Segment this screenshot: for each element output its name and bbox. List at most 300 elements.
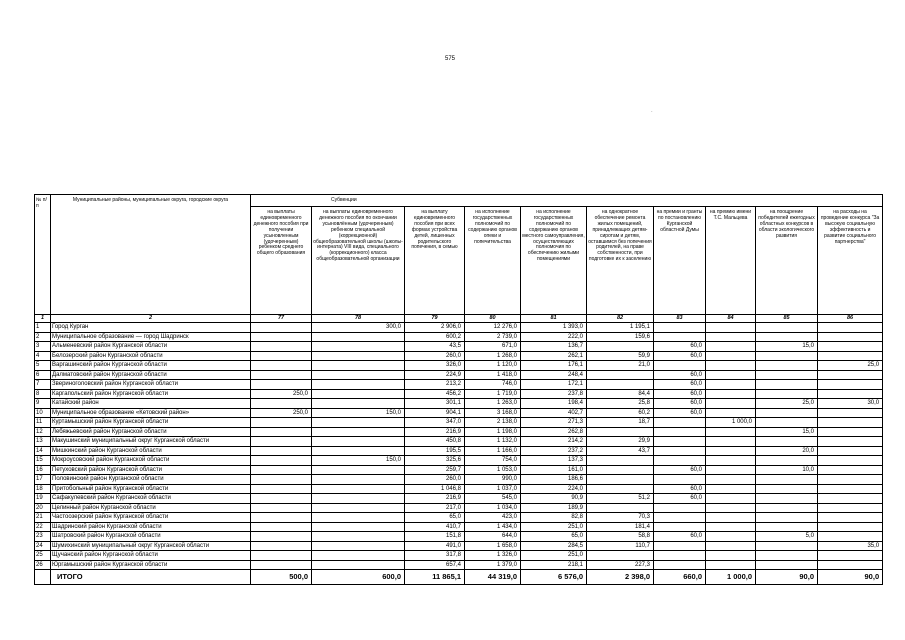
value-cell xyxy=(312,399,405,409)
total-label: ИТОГО xyxy=(51,570,251,585)
row-number: 12 xyxy=(35,427,51,437)
value-cell: 25,8 xyxy=(587,399,654,409)
value-cell xyxy=(312,437,405,447)
column-number: 77 xyxy=(251,315,312,323)
value-cell: 262,1 xyxy=(521,351,587,361)
value-cell xyxy=(706,332,756,342)
value-cell: 60,0 xyxy=(654,351,706,361)
value-cell: 600,2 xyxy=(405,332,465,342)
value-cell: 284,5 xyxy=(521,541,587,551)
value-cell: 30,0 xyxy=(818,399,883,409)
header-municipality: Муниципальные районы, муниципальные округа, городские округа xyxy=(51,195,251,315)
value-cell xyxy=(818,408,883,418)
value-cell: 186,6 xyxy=(521,475,587,485)
value-cell xyxy=(312,513,405,523)
value-cell xyxy=(312,503,405,513)
value-cell: 58,8 xyxy=(587,532,654,542)
header-number: № п/п xyxy=(35,195,51,315)
value-cell xyxy=(756,361,818,371)
municipality-name: Петуховский район Курганской области xyxy=(51,465,251,475)
row-number: 13 xyxy=(35,437,51,447)
value-cell xyxy=(251,446,312,456)
total-value: 44 319,0 xyxy=(465,570,521,585)
value-cell xyxy=(706,475,756,485)
value-cell xyxy=(706,522,756,532)
value-cell: 43,5 xyxy=(405,342,465,352)
value-cell xyxy=(251,342,312,352)
header-col-83: на премии и гранты по постановлению Курганской областной Думы xyxy=(654,207,706,315)
row-number: 15 xyxy=(35,456,51,466)
value-cell: 65,0 xyxy=(405,513,465,523)
column-number: 2 xyxy=(51,315,251,323)
value-cell xyxy=(251,484,312,494)
value-cell xyxy=(706,399,756,409)
table-row xyxy=(35,380,883,390)
value-cell: 2 739,0 xyxy=(465,332,521,342)
value-cell: 1 263,0 xyxy=(465,399,521,409)
value-cell xyxy=(706,342,756,352)
value-cell xyxy=(756,418,818,428)
value-cell xyxy=(756,513,818,523)
value-cell xyxy=(587,465,654,475)
table-row xyxy=(35,541,883,551)
value-cell: 110,7 xyxy=(587,541,654,551)
value-cell xyxy=(312,380,405,390)
table-row xyxy=(35,332,883,342)
value-cell xyxy=(818,427,883,437)
value-cell: 60,0 xyxy=(654,399,706,409)
value-cell xyxy=(818,456,883,466)
municipality-name: Муниципальное образование «Кетовский район» xyxy=(51,408,251,418)
value-cell xyxy=(818,532,883,542)
total-value: 500,0 xyxy=(251,570,312,585)
table-row xyxy=(35,370,883,380)
value-cell xyxy=(312,389,405,399)
column-number: 83 xyxy=(654,315,706,323)
value-cell xyxy=(251,380,312,390)
value-cell: 402,7 xyxy=(521,408,587,418)
municipality-name: Целинный район Курганской области xyxy=(51,503,251,513)
value-cell: 150,0 xyxy=(312,456,405,466)
value-cell xyxy=(706,532,756,542)
municipality-name: Половинский район Курганской области xyxy=(51,475,251,485)
value-cell: 137,3 xyxy=(521,456,587,466)
header-col-81: на исполнение государственных полномочий по содержанию органов местного самоуправления, осуществляющих полномочия по обеспечению жилыми помещениями xyxy=(521,207,587,315)
value-cell xyxy=(706,560,756,570)
row-number: 2 xyxy=(35,332,51,342)
row-number: 9 xyxy=(35,399,51,409)
value-cell xyxy=(756,370,818,380)
value-cell xyxy=(756,332,818,342)
municipality-name: Далматовский район Курганской области xyxy=(51,370,251,380)
value-cell: 10,0 xyxy=(756,465,818,475)
value-cell: 2 138,0 xyxy=(465,418,521,428)
row-number: 19 xyxy=(35,494,51,504)
value-cell: 60,0 xyxy=(654,342,706,352)
value-cell: 1 434,0 xyxy=(465,522,521,532)
value-cell xyxy=(654,560,706,570)
value-cell: 410,7 xyxy=(405,522,465,532)
value-cell: 70,3 xyxy=(587,513,654,523)
municipality-name: Юргамышский район Курганской области xyxy=(51,560,251,570)
municipality-name: Частоозерский район Курганской области xyxy=(51,513,251,523)
value-cell xyxy=(818,465,883,475)
value-cell xyxy=(251,513,312,523)
value-cell xyxy=(654,418,706,428)
value-cell: 671,0 xyxy=(465,342,521,352)
value-cell: 1 719,0 xyxy=(465,389,521,399)
value-cell: 325,6 xyxy=(405,456,465,466)
value-cell xyxy=(756,323,818,333)
total-value: 90,0 xyxy=(756,570,818,585)
value-cell xyxy=(818,323,883,333)
value-cell: 15,0 xyxy=(756,342,818,352)
value-cell: 224,9 xyxy=(405,370,465,380)
value-cell: 1 195,1 xyxy=(587,323,654,333)
municipality-name: Варгашинский район Курганской области xyxy=(51,361,251,371)
value-cell xyxy=(654,551,706,561)
value-cell xyxy=(251,437,312,447)
municipality-name: Щучанский район Курганской области xyxy=(51,551,251,561)
value-cell xyxy=(818,475,883,485)
value-cell xyxy=(818,503,883,513)
row-number: 4 xyxy=(35,351,51,361)
value-cell xyxy=(654,503,706,513)
table-row xyxy=(35,503,883,513)
municipality-name: Мокроусовский район Курганской области xyxy=(51,456,251,466)
value-cell: 172,1 xyxy=(521,380,587,390)
value-cell xyxy=(818,446,883,456)
municipality-name: Притобольный район Курганской области xyxy=(51,484,251,494)
value-cell: 216,9 xyxy=(405,427,465,437)
value-cell: 1 120,0 xyxy=(465,361,521,371)
value-cell xyxy=(312,475,405,485)
column-number: 81 xyxy=(521,315,587,323)
value-cell: 1 000,0 xyxy=(706,418,756,428)
header-col-80: на исполнение государственных полномочий по содержанию органов опеки и попечительства xyxy=(465,207,521,315)
value-cell: 990,0 xyxy=(465,475,521,485)
value-cell xyxy=(818,551,883,561)
table-row xyxy=(35,399,883,409)
value-cell: 1 658,0 xyxy=(465,541,521,551)
column-number: 79 xyxy=(405,315,465,323)
value-cell: 60,0 xyxy=(654,532,706,542)
row-number: 10 xyxy=(35,408,51,418)
value-cell xyxy=(251,551,312,561)
value-cell: 1 418,0 xyxy=(465,370,521,380)
value-cell xyxy=(587,456,654,466)
total-value: 2 398,0 xyxy=(587,570,654,585)
table-row xyxy=(35,351,883,361)
total-row xyxy=(35,570,883,585)
value-cell xyxy=(654,541,706,551)
value-cell: 224,0 xyxy=(521,484,587,494)
value-cell xyxy=(251,560,312,570)
value-cell xyxy=(818,380,883,390)
value-cell xyxy=(312,361,405,371)
value-cell: 259,7 xyxy=(405,465,465,475)
value-cell xyxy=(312,418,405,428)
value-cell: 150,0 xyxy=(312,408,405,418)
value-cell xyxy=(654,437,706,447)
value-cell: 317,8 xyxy=(405,551,465,561)
value-cell xyxy=(818,560,883,570)
row-number: 1 xyxy=(35,323,51,333)
header-col-84: на премию имени Т.С. Мальцева xyxy=(706,207,756,315)
value-cell xyxy=(706,494,756,504)
column-number: 80 xyxy=(465,315,521,323)
municipality-name: Макушинский муниципальный округ Курганской области xyxy=(51,437,251,447)
value-cell xyxy=(706,551,756,561)
total-number-cell xyxy=(35,570,51,585)
municipality-name: Шадринский район Курганской области xyxy=(51,522,251,532)
value-cell: 60,2 xyxy=(587,408,654,418)
value-cell: 260,0 xyxy=(405,351,465,361)
value-cell xyxy=(587,484,654,494)
table-row xyxy=(35,446,883,456)
municipality-name: Белозерский район Курганской области xyxy=(51,351,251,361)
value-cell xyxy=(654,427,706,437)
value-cell: 15,0 xyxy=(756,427,818,437)
value-cell xyxy=(654,456,706,466)
value-cell xyxy=(706,389,756,399)
value-cell: 227,3 xyxy=(587,560,654,570)
value-cell: 5,0 xyxy=(756,532,818,542)
header-col-82: на однократное обеспечение ремонта жилых помещений, принадлежащих детям-сиротам и детям, оставшимся без попечения родителей, на праве собственности, при подготовке их к заселению xyxy=(587,207,654,315)
value-cell xyxy=(756,484,818,494)
value-cell: 217,0 xyxy=(405,503,465,513)
value-cell xyxy=(312,560,405,570)
table-row xyxy=(35,532,883,542)
header-subventions: Субвенции xyxy=(251,195,883,207)
value-cell: 904,1 xyxy=(405,408,465,418)
municipality-name: Шумихинский муниципальный округ Курганской области xyxy=(51,541,251,551)
value-cell: 271,3 xyxy=(521,418,587,428)
value-cell: 1 037,0 xyxy=(465,484,521,494)
value-cell xyxy=(706,380,756,390)
value-cell xyxy=(251,370,312,380)
value-cell xyxy=(587,503,654,513)
value-cell xyxy=(312,332,405,342)
page-number: 575 xyxy=(445,56,456,62)
value-cell: 214,2 xyxy=(521,437,587,447)
value-cell: 60,0 xyxy=(654,380,706,390)
row-number: 14 xyxy=(35,446,51,456)
value-cell: 159,6 xyxy=(587,332,654,342)
subventions-table xyxy=(34,194,883,585)
value-cell xyxy=(251,503,312,513)
municipality-name: Катайский район xyxy=(51,399,251,409)
value-cell: 198,4 xyxy=(521,399,587,409)
value-cell: 1 393,0 xyxy=(521,323,587,333)
row-number: 17 xyxy=(35,475,51,485)
value-cell: 161,0 xyxy=(521,465,587,475)
value-cell xyxy=(756,551,818,561)
value-cell: 18,7 xyxy=(587,418,654,428)
value-cell xyxy=(756,437,818,447)
value-cell xyxy=(756,351,818,361)
row-number: 21 xyxy=(35,513,51,523)
total-value: 6 576,0 xyxy=(521,570,587,585)
value-cell: 1 034,0 xyxy=(465,503,521,513)
value-cell: 1 046,8 xyxy=(405,484,465,494)
value-cell: 12 276,0 xyxy=(465,323,521,333)
value-cell xyxy=(818,418,883,428)
row-number: 11 xyxy=(35,418,51,428)
value-cell: 1 268,0 xyxy=(465,351,521,361)
value-cell xyxy=(312,522,405,532)
municipality-name: Сафакулевский район Курганской области xyxy=(51,494,251,504)
column-number: 78 xyxy=(312,315,405,323)
value-cell xyxy=(706,503,756,513)
table-row xyxy=(35,551,883,561)
value-cell xyxy=(251,465,312,475)
table-row xyxy=(35,437,883,447)
row-number: 16 xyxy=(35,465,51,475)
municipality-name: Куртамышский район Курганской области xyxy=(51,418,251,428)
value-cell xyxy=(654,332,706,342)
value-cell: 82,8 xyxy=(521,513,587,523)
value-cell xyxy=(706,427,756,437)
value-cell xyxy=(251,399,312,409)
value-cell: 545,0 xyxy=(465,494,521,504)
value-cell xyxy=(251,332,312,342)
value-cell xyxy=(706,465,756,475)
table-row xyxy=(35,323,883,333)
value-cell: 25,0 xyxy=(756,399,818,409)
value-cell xyxy=(312,342,405,352)
value-cell: 181,4 xyxy=(587,522,654,532)
row-number: 24 xyxy=(35,541,51,551)
table-row xyxy=(35,342,883,352)
value-cell: 1 132,0 xyxy=(465,437,521,447)
row-number: 18 xyxy=(35,484,51,494)
total-value: 600,0 xyxy=(312,570,405,585)
value-cell: 84,4 xyxy=(587,389,654,399)
value-cell: 60,0 xyxy=(654,494,706,504)
value-cell: 746,0 xyxy=(465,380,521,390)
total-value: 660,0 xyxy=(654,570,706,585)
value-cell xyxy=(706,323,756,333)
value-cell: 43,7 xyxy=(587,446,654,456)
value-cell: 250,0 xyxy=(251,389,312,399)
value-cell: 1 053,0 xyxy=(465,465,521,475)
value-cell: 60,0 xyxy=(654,408,706,418)
value-cell: 65,0 xyxy=(521,532,587,542)
value-cell xyxy=(312,484,405,494)
value-cell xyxy=(706,408,756,418)
value-cell: 151,8 xyxy=(405,532,465,542)
value-cell: 423,0 xyxy=(465,513,521,523)
value-cell xyxy=(818,513,883,523)
value-cell xyxy=(818,370,883,380)
value-cell xyxy=(706,437,756,447)
value-cell xyxy=(756,380,818,390)
value-cell: 136,7 xyxy=(521,342,587,352)
value-cell: 90,9 xyxy=(521,494,587,504)
value-cell xyxy=(312,446,405,456)
value-cell xyxy=(312,465,405,475)
value-cell xyxy=(706,370,756,380)
value-cell: 60,0 xyxy=(654,370,706,380)
value-cell xyxy=(251,418,312,428)
row-number: 7 xyxy=(35,380,51,390)
value-cell xyxy=(818,494,883,504)
value-cell: 1 326,0 xyxy=(465,551,521,561)
value-cell: 195,5 xyxy=(405,446,465,456)
value-cell xyxy=(312,494,405,504)
value-cell xyxy=(756,560,818,570)
municipality-name: Шатровский район Курганской области xyxy=(51,532,251,542)
value-cell xyxy=(756,408,818,418)
value-cell xyxy=(818,522,883,532)
value-cell xyxy=(587,342,654,352)
value-cell xyxy=(756,456,818,466)
value-cell: 237,8 xyxy=(521,389,587,399)
value-cell xyxy=(587,551,654,561)
table-row xyxy=(35,456,883,466)
value-cell xyxy=(251,532,312,542)
total-value: 90,0 xyxy=(818,570,883,585)
value-cell: 213,2 xyxy=(405,380,465,390)
value-cell: 237,2 xyxy=(521,446,587,456)
header-col-79: на выплату единовременного пособия при всех формах устройства детей, лишенных родительского попечения, в семью xyxy=(405,207,465,315)
table-row xyxy=(35,418,883,428)
value-cell xyxy=(818,389,883,399)
row-number: 3 xyxy=(35,342,51,352)
value-cell xyxy=(654,513,706,523)
value-cell xyxy=(312,370,405,380)
value-cell: 2 906,0 xyxy=(405,323,465,333)
column-number: 86 xyxy=(818,315,883,323)
value-cell: 251,0 xyxy=(521,522,587,532)
value-cell xyxy=(818,351,883,361)
value-cell xyxy=(251,427,312,437)
value-cell xyxy=(654,475,706,485)
row-number: 25 xyxy=(35,551,51,561)
municipality-name: Альменевский район Курганской области xyxy=(51,342,251,352)
value-cell xyxy=(706,361,756,371)
column-number: 82 xyxy=(587,315,654,323)
value-cell: 216,9 xyxy=(405,494,465,504)
value-cell xyxy=(251,351,312,361)
value-cell: 450,8 xyxy=(405,437,465,447)
value-cell: 250,0 xyxy=(251,408,312,418)
value-cell: 60,0 xyxy=(654,465,706,475)
value-cell: 300,0 xyxy=(312,323,405,333)
value-cell: 262,8 xyxy=(521,427,587,437)
value-cell: 35,0 xyxy=(818,541,883,551)
table-row xyxy=(35,484,883,494)
row-number: 20 xyxy=(35,503,51,513)
value-cell: 754,0 xyxy=(465,456,521,466)
value-cell: 29,9 xyxy=(587,437,654,447)
stray-mark: . xyxy=(651,108,653,114)
value-cell: 21,0 xyxy=(587,361,654,371)
value-cell: 260,0 xyxy=(405,475,465,485)
municipality-name: Муниципальное образование — город Шадринск xyxy=(51,332,251,342)
total-value: 11 865,1 xyxy=(405,570,465,585)
municipality-name: Город Курган xyxy=(51,323,251,333)
value-cell xyxy=(251,541,312,551)
table-row xyxy=(35,361,883,371)
value-cell xyxy=(654,522,706,532)
table-row xyxy=(35,522,883,532)
table-row xyxy=(35,475,883,485)
value-cell: 3 168,0 xyxy=(465,408,521,418)
total-value: 1 000,0 xyxy=(706,570,756,585)
value-cell xyxy=(706,351,756,361)
